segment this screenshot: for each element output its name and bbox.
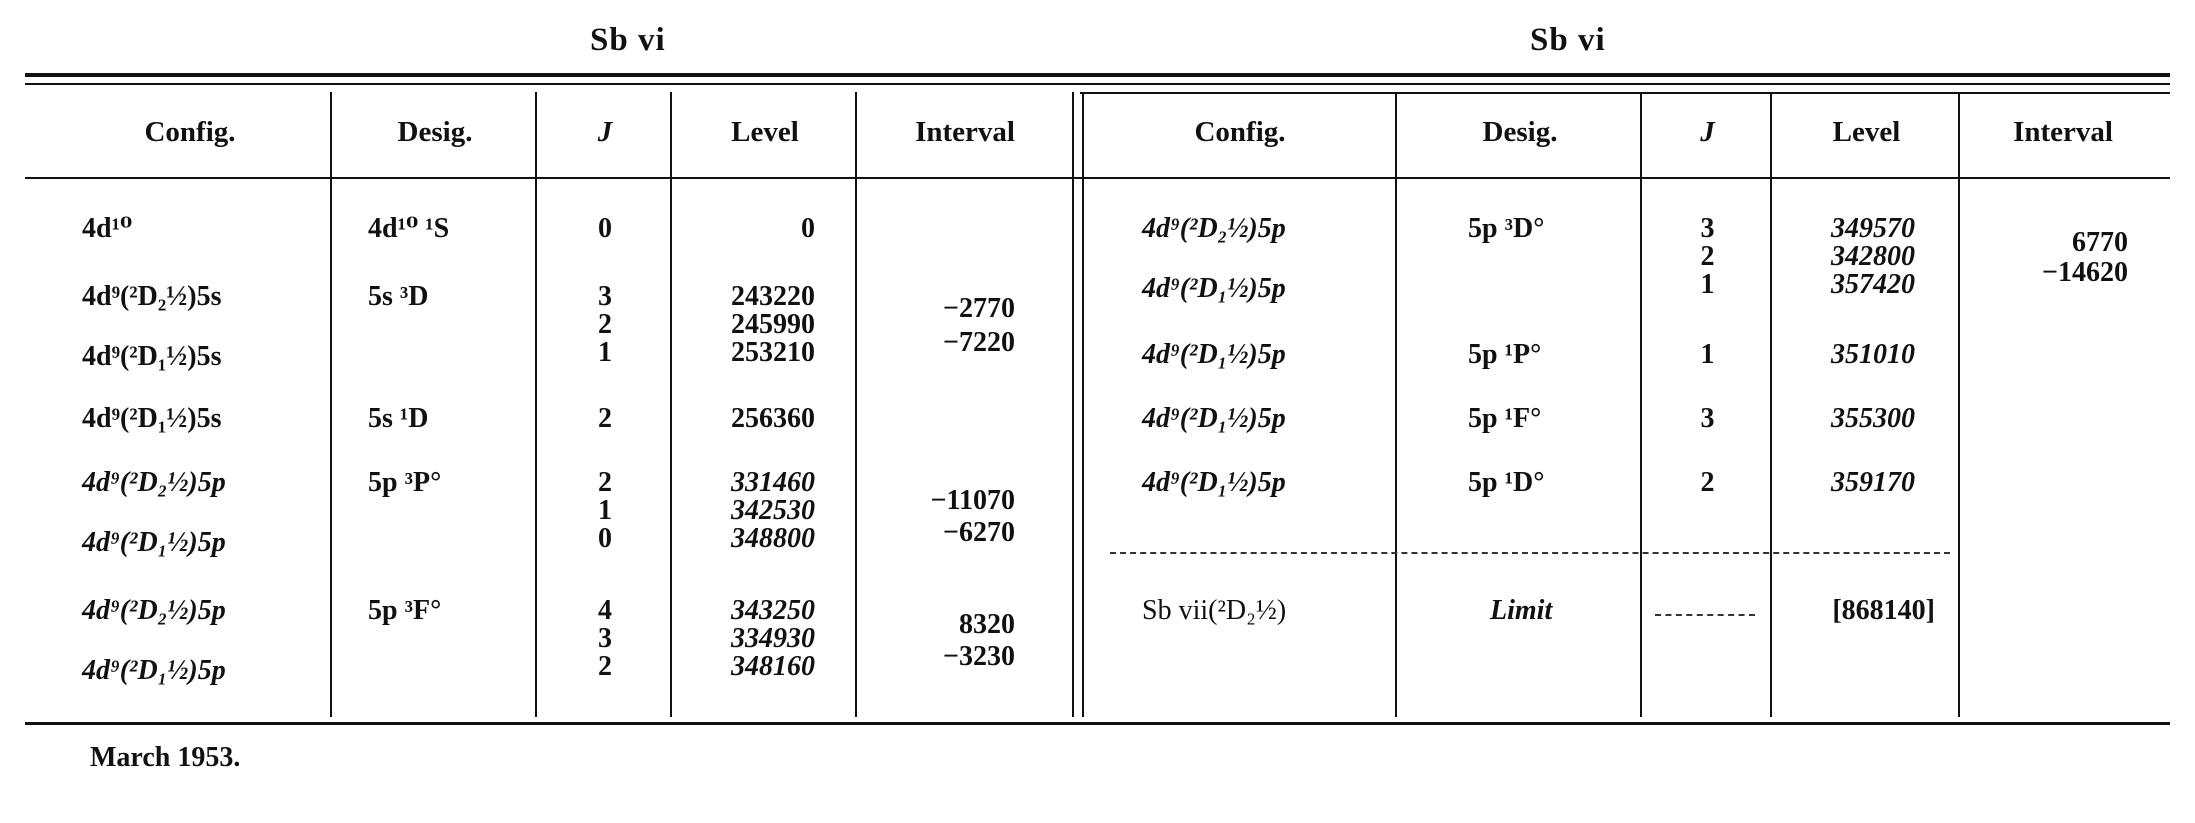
j-cell: 2 (598, 467, 612, 498)
header-j (540, 116, 670, 149)
config-cell: Sb vii(²D₂½) (1142, 595, 1287, 626)
config-cell: 4d⁹(²D₁½)5s (82, 403, 222, 434)
config-cell: 4d⁹(²D₁½)5p (1142, 467, 1286, 498)
desig-cell: 5p ³D° (1468, 213, 1545, 244)
config-cell: 4d⁹(²D₁½)5p (1142, 273, 1286, 304)
level-cell: 351010 (1831, 339, 1915, 370)
col-divider (670, 92, 672, 717)
config-cell: 4d⁹(²D₁½)5p (1142, 339, 1286, 370)
level-cell: 245990 (731, 309, 815, 340)
left-table-title: Sb vi (590, 22, 666, 58)
interval-cell: −6270 (943, 517, 1015, 548)
col-divider (1770, 92, 1772, 717)
desig-cell: Limit (1490, 595, 1553, 626)
right-table-title: Sb vi (1530, 22, 1606, 58)
col-divider (1958, 92, 1960, 717)
j-cell: 3 (1700, 213, 1715, 244)
j-cell: 0 (598, 213, 612, 244)
j-cell: 2 (598, 651, 612, 682)
table-divider (1072, 92, 1074, 717)
header-rule (25, 177, 2170, 179)
interval-cell: −3230 (943, 641, 1015, 672)
desig-cell: 5p ¹F° (1468, 403, 1542, 434)
level-cell: 243220 (731, 281, 815, 312)
footer-date: March 1953. (90, 742, 241, 773)
header-j (1645, 116, 1770, 149)
j-cell: 2 (598, 403, 612, 434)
interval-cell: −2770 (943, 293, 1015, 324)
level-cell: 355300 (1831, 403, 1915, 434)
col-divider (330, 92, 332, 717)
desig-cell: 5p ³P° (368, 467, 442, 498)
j-cell: 3 (598, 281, 612, 312)
header-desig: Desig. (1482, 116, 1558, 148)
desig-cell: 5p ¹D° (1468, 467, 1545, 498)
level-cell: 359170 (1831, 467, 1915, 498)
desig-cell: 4d¹⁰ ¹S (368, 213, 450, 244)
desig-cell: 5s ¹D (368, 403, 429, 434)
level-cell: 349570 (1831, 213, 1915, 244)
header-level: Level (731, 116, 799, 148)
config-cell: 4d⁹(²D₂½)5p (1142, 213, 1286, 244)
col-divider (1395, 92, 1397, 717)
table-divider (1082, 92, 1084, 717)
level-cell: 342800 (1831, 241, 1915, 272)
j-cell: 1 (1700, 339, 1715, 370)
top-rule-thick (25, 73, 2170, 77)
top-rule-thin (25, 83, 2170, 85)
desig-cell: 5p ¹P° (1468, 339, 1542, 370)
j-cell: 4 (598, 595, 612, 626)
j-cell: 2 (1700, 241, 1715, 272)
j-cell: 2 (598, 309, 612, 340)
config-cell: 4d¹⁰ (82, 213, 133, 244)
level-cell: 331460 (731, 467, 815, 498)
header-interval: Interval (915, 116, 1015, 148)
config-cell: 4d⁹(²D₁½)5p (82, 527, 226, 558)
header-level: Level (1832, 116, 1901, 148)
j-cell: 1 (598, 337, 612, 368)
col-divider (1640, 92, 1642, 717)
config-cell: 4d⁹(²D₂½)5p (82, 595, 226, 626)
config-cell: 4d⁹(²D₁½)5p (1142, 403, 1286, 434)
dashed-separator (1110, 552, 1950, 554)
j-cell: 1 (1700, 269, 1715, 300)
config-cell: 4d⁹(²D₁½)5p (82, 655, 226, 686)
interval-cell: −11070 (930, 485, 1015, 516)
level-cell: 348800 (731, 523, 815, 554)
j-cell: 3 (1700, 403, 1715, 434)
interval-cell: 6770 (2072, 227, 2128, 258)
level-cell: 256360 (731, 403, 815, 434)
header-j-label: J (1700, 116, 1715, 148)
header-config: Config. (144, 116, 236, 148)
j-dashes (1655, 614, 1755, 616)
interval-cell: −14620 (2042, 257, 2128, 288)
level-cell: 253210 (731, 337, 815, 368)
header-config: Config. (1194, 116, 1286, 148)
j-cell: 1 (598, 495, 612, 526)
j-cell: 3 (598, 623, 612, 654)
level-cell: 342530 (731, 495, 815, 526)
col-divider (855, 92, 857, 717)
level-cell: 357420 (1831, 269, 1915, 300)
config-cell: 4d⁹(²D₁½)5s (82, 341, 222, 372)
j-cell: 2 (1700, 467, 1715, 498)
interval-cell: 8320 (959, 609, 1015, 640)
level-cell: 343250 (731, 595, 815, 626)
level-cell: 0 (801, 213, 815, 244)
top-rule-right-thin (1080, 92, 2170, 94)
j-cell: 0 (598, 523, 612, 554)
header-interval: Interval (2013, 116, 2113, 148)
header-j-label: J (597, 116, 613, 148)
config-cell: 4d⁹(²D₂½)5p (82, 467, 226, 498)
interval-cell: −7220 (943, 327, 1015, 358)
col-divider (535, 92, 537, 717)
desig-cell: 5s ³D (368, 281, 429, 312)
desig-cell: 5p ³F° (368, 595, 442, 626)
bottom-rule (25, 722, 2170, 725)
level-cell: 348160 (731, 651, 815, 682)
level-cell: 334930 (731, 623, 815, 654)
level-cell: [868140] (1832, 595, 1935, 626)
header-desig: Desig. (397, 116, 473, 148)
config-cell: 4d⁹(²D₂½)5s (82, 281, 222, 312)
